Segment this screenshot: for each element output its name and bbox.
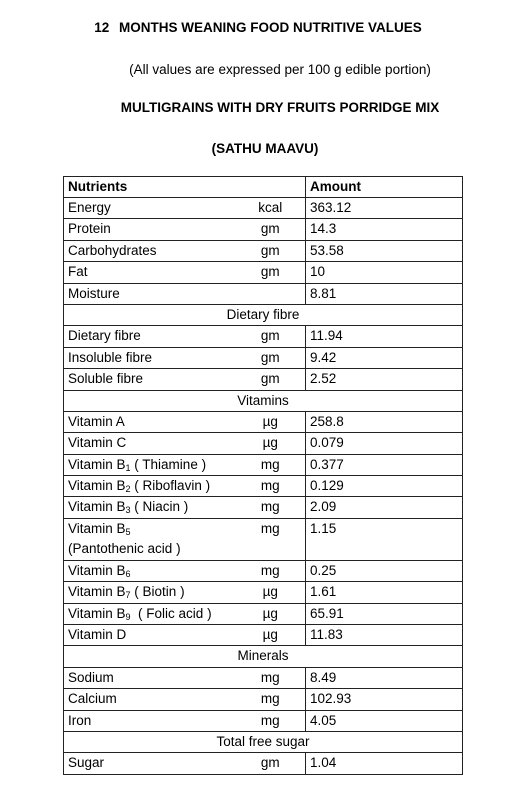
unit-cell: µg (236, 625, 306, 646)
nutrient-name (64, 625, 236, 646)
nutrient-name (64, 710, 236, 731)
nutrient-subscript: 9 (125, 611, 131, 622)
nutrient-subscript: 6 (125, 568, 131, 579)
nutrient-name (64, 454, 236, 475)
unit-cell: gm (236, 753, 306, 774)
nutrient-name (64, 667, 236, 688)
table-row (64, 369, 463, 390)
section-label: Minerals (64, 646, 463, 667)
nutrient-name (64, 240, 236, 261)
unit-cell: gm (236, 219, 306, 240)
section-row (64, 390, 463, 411)
amount-cell: 9.42 (306, 347, 463, 368)
nutrient-detail-line2: (Pantothenic acid ) (68, 540, 181, 556)
nutrient-name (64, 411, 236, 432)
amount-cell: 14.3 (306, 219, 463, 240)
unit-cell: kcal (236, 198, 306, 219)
product-name: MULTIGRAINS WITH DRY FRUITS PORRIDGE MIX (120, 100, 440, 115)
table-row (64, 347, 463, 368)
nutrient-label: Calcium (68, 691, 117, 707)
table-row (64, 667, 463, 688)
nutrient-name (64, 433, 236, 454)
nutrient-name (64, 262, 236, 283)
table-row (64, 219, 463, 240)
nutrient-subscript: 3 (125, 505, 131, 516)
nutrient-detail: ( Biotin ) (130, 584, 185, 600)
nutrient-detail: ( Folic acid ) (130, 605, 212, 621)
title-text: MONTHS WEANING FOOD NUTRITIVE VALUES (119, 20, 422, 35)
nutrient-label: Fat (68, 264, 88, 280)
amount-cell: 1.61 (306, 582, 463, 603)
nutrient-label: Protein (68, 221, 111, 237)
nutrient-name (64, 347, 236, 368)
amount-cell: 258.8 (306, 411, 463, 432)
section-label: Vitamins (64, 390, 463, 411)
nutrition-table (63, 176, 463, 775)
amount-cell: 0.25 (306, 560, 463, 581)
amount-cell: 4.05 (306, 710, 463, 731)
amount-cell: 1.15 (306, 518, 463, 560)
table-row (64, 262, 463, 283)
nutrient-name (64, 603, 236, 624)
nutrient-subscript: 1 (125, 462, 131, 473)
amount-cell: 11.94 (306, 326, 463, 347)
unit-cell: gm (236, 369, 306, 390)
table-row (64, 198, 463, 219)
table-row (64, 689, 463, 710)
amount-cell: 53.58 (306, 240, 463, 261)
nutrient-name (64, 582, 236, 603)
title-number: 12 (94, 20, 110, 35)
unit-cell: gm (236, 240, 306, 261)
nutrient-label: Vitamin A (68, 413, 125, 429)
nutrient-label: Vitamin B (68, 456, 126, 472)
nutrient-label: Vitamin D (68, 627, 127, 643)
nutrient-label: Iron (68, 712, 92, 728)
nutrient-name (64, 283, 236, 304)
unit-cell: µg (236, 411, 306, 432)
section-row (64, 304, 463, 325)
amount-cell: 2.52 (306, 369, 463, 390)
amount-cell: 0.079 (306, 433, 463, 454)
nutrient-label: Soluble fibre (68, 371, 144, 387)
amount-cell: 0.377 (306, 454, 463, 475)
unit-cell (236, 283, 306, 304)
amount-cell: 363.12 (306, 198, 463, 219)
section-label: Total free sugar (64, 731, 463, 752)
nutrient-label: Energy (68, 200, 111, 215)
nutrient-label: Vitamin B (68, 499, 126, 515)
table-row (64, 283, 463, 304)
unit-cell: µg (236, 433, 306, 454)
table-row (64, 518, 463, 560)
unit-cell: mg (236, 689, 306, 710)
amount-cell: 8.81 (306, 283, 463, 304)
nutrient-label: Vitamin B (68, 584, 126, 600)
page-title (0, 20, 516, 35)
unit-cell: µg (236, 603, 306, 624)
nutrient-label: Moisture (68, 285, 120, 301)
nutrient-label: Vitamin B (68, 605, 126, 621)
unit-cell: gm (236, 262, 306, 283)
nutrient-name (64, 369, 236, 390)
section-row (64, 731, 463, 752)
unit-cell: gm (236, 326, 306, 347)
section-label: Dietary fibre (64, 304, 463, 325)
table-row (64, 411, 463, 432)
nutrient-name (64, 560, 236, 581)
amount-cell: 2.09 (306, 497, 463, 518)
unit-cell: mg (236, 476, 306, 497)
nutrient-label: Vitamin B (68, 562, 126, 578)
table-row (64, 625, 463, 646)
portion-note: (All values are expressed per 100 g edible portion) (129, 62, 431, 77)
nutrient-label: Vitamin B (68, 520, 126, 536)
table-row (64, 476, 463, 497)
nutrient-name (64, 326, 236, 347)
nutrient-name (64, 753, 236, 774)
unit-cell: mg (236, 667, 306, 688)
section-row (64, 646, 463, 667)
amount-cell: 10 (306, 262, 463, 283)
table-row (64, 433, 463, 454)
nutrient-label: Carbohydrates (68, 242, 157, 258)
unit-cell: mg (236, 497, 306, 518)
table-row (64, 753, 463, 774)
unit-cell: mg (236, 560, 306, 581)
nutrient-detail: ( Niacin ) (130, 499, 189, 515)
nutrient-name (64, 219, 236, 240)
amount-cell: 11.83 (306, 625, 463, 646)
unit-cell: µg (236, 582, 306, 603)
unit-cell: mg (236, 710, 306, 731)
product-alt-name: (SATHU MAAVU) (211, 141, 319, 156)
amount-cell: 102.93 (306, 689, 463, 710)
amount-cell: 8.49 (306, 667, 463, 688)
nutrient-subscript: 2 (125, 484, 131, 495)
nutrient-label: Insoluble fibre (68, 349, 153, 365)
unit-cell: mg (236, 518, 306, 560)
nutrient-subscript: 7 (125, 590, 131, 601)
nutrient-detail: ( Riboflavin ) (130, 478, 211, 494)
nutrient-name (64, 198, 236, 219)
nutrient-subscript: 5 (125, 526, 131, 537)
nutrient-label: Sodium (68, 669, 114, 685)
table-row (64, 454, 463, 475)
nutrient-label: Sugar (68, 755, 105, 771)
table-body (64, 198, 463, 775)
nutrient-label: Dietary fibre (68, 328, 141, 344)
table-row (64, 326, 463, 347)
nutrient-label: Vitamin C (68, 435, 127, 451)
amount-cell: 65.91 (306, 603, 463, 624)
table-row (64, 710, 463, 731)
table-header-row (64, 177, 463, 198)
table-row (64, 582, 463, 603)
unit-cell: mg (236, 454, 306, 475)
nutrient-name (64, 689, 236, 710)
table-row (64, 560, 463, 581)
nutrient-name (64, 476, 236, 497)
nutrient-label: Vitamin B (68, 478, 126, 494)
table-row (64, 497, 463, 518)
amount-cell: 1.04 (306, 753, 463, 774)
amount-header: Amount (306, 177, 463, 198)
nutrient-detail: ( Thiamine ) (130, 456, 207, 472)
table-row (64, 603, 463, 624)
amount-cell: 0.129 (306, 476, 463, 497)
nutrient-name (64, 497, 236, 518)
unit-cell: gm (236, 347, 306, 368)
table-row (64, 240, 463, 261)
nutrients-header: Nutrients (64, 177, 306, 198)
nutrient-name (64, 518, 236, 560)
